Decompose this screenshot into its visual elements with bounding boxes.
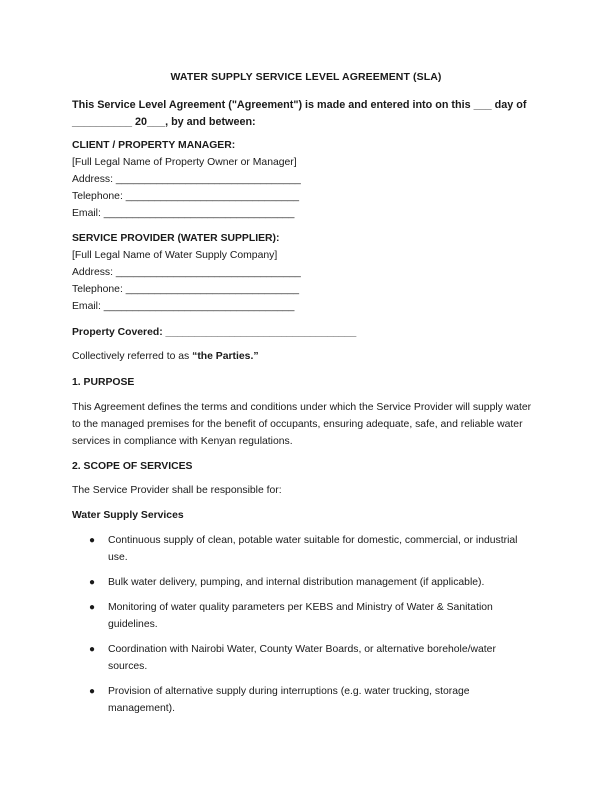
scope-heading: 2. SCOPE OF SERVICES <box>72 461 193 472</box>
list-item-text: Provision of alternative supply during interruptions (e.g. water trucking, storage management). <box>108 686 470 714</box>
scope-heading-block <box>72 458 552 475</box>
property-section <box>72 324 552 341</box>
bullet-icon: ● <box>89 535 96 546</box>
parties-section <box>72 348 552 365</box>
list-item-text: Monitoring of water quality parameters per KEBS and Ministry of Water & Sanitation guidelines. <box>108 602 493 630</box>
provider-email-field: Email: _________________________________ <box>72 301 295 312</box>
provider-name-line: [Full Legal Name of Water Supply Company] <box>72 250 278 261</box>
document-title: WATER SUPPLY SERVICE LEVEL AGREEMENT (SLA) <box>170 71 442 83</box>
services-list <box>72 532 552 717</box>
client-telephone-field: Telephone: ______________________________ <box>72 191 300 202</box>
provider-address-field: Address: ________________________________ <box>72 267 301 278</box>
purpose-heading-block <box>72 374 552 391</box>
bullet-icon: ● <box>89 686 96 697</box>
water-supply-subheading-block <box>72 507 552 524</box>
list-item <box>72 532 528 566</box>
client-address-field: Address: ________________________________ <box>72 174 301 185</box>
scope-lead: The Service Provider shall be responsible for: <box>72 485 282 496</box>
parties-term: “the Parties.” <box>192 351 259 362</box>
water-supply-subheading: Water Supply Services <box>72 510 184 521</box>
parties-prefix: Collectively referred to as <box>72 351 193 362</box>
purpose-text: This Agreement defines the terms and conditions under which the Service Provider will supply water to the managed premises for the benefit of occupants, ensuring adequate, safe, and reliable water services in compliance with Kenyan regulations. <box>72 402 532 447</box>
agreement-intro <box>72 97 542 131</box>
intro-line-1: This Service Level Agreement ("Agreement") is made and entered into on this ___ day of <box>72 99 527 111</box>
property-covered-field: Property Covered: _________________________________ <box>72 327 357 338</box>
intro-line-2: __________ 20___, by and between: <box>72 116 256 128</box>
client-email-field: Email: _________________________________ <box>72 208 295 219</box>
list-item <box>72 574 528 591</box>
list-item <box>72 683 528 717</box>
scope-lead-block <box>72 482 552 499</box>
client-section <box>72 137 552 222</box>
bullet-icon: ● <box>89 602 96 613</box>
list-item-text: Continuous supply of clean, potable water suitable for domestic, commercial, or industrial use. <box>108 535 518 563</box>
provider-telephone-field: Telephone: ______________________________ <box>72 284 300 295</box>
list-item <box>72 641 528 675</box>
parties-line <box>72 348 552 365</box>
list-item <box>72 599 528 633</box>
purpose-heading: 1. PURPOSE <box>72 377 135 388</box>
provider-section <box>72 230 552 315</box>
bullet-icon: ● <box>89 577 96 588</box>
list-item-text: Bulk water delivery, pumping, and internal distribution management (if applicable). <box>108 577 485 588</box>
bullet-icon: ● <box>89 644 96 655</box>
provider-heading: SERVICE PROVIDER (WATER SUPPLIER): <box>72 233 280 244</box>
client-name-line: [Full Legal Name of Property Owner or Manager] <box>72 157 297 168</box>
client-heading: CLIENT / PROPERTY MANAGER: <box>72 140 236 151</box>
purpose-section <box>72 399 540 450</box>
services-list-block <box>72 532 552 725</box>
list-item-text: Coordination with Nairobi Water, County Water Boards, or alternative borehole/water sources. <box>108 644 496 672</box>
